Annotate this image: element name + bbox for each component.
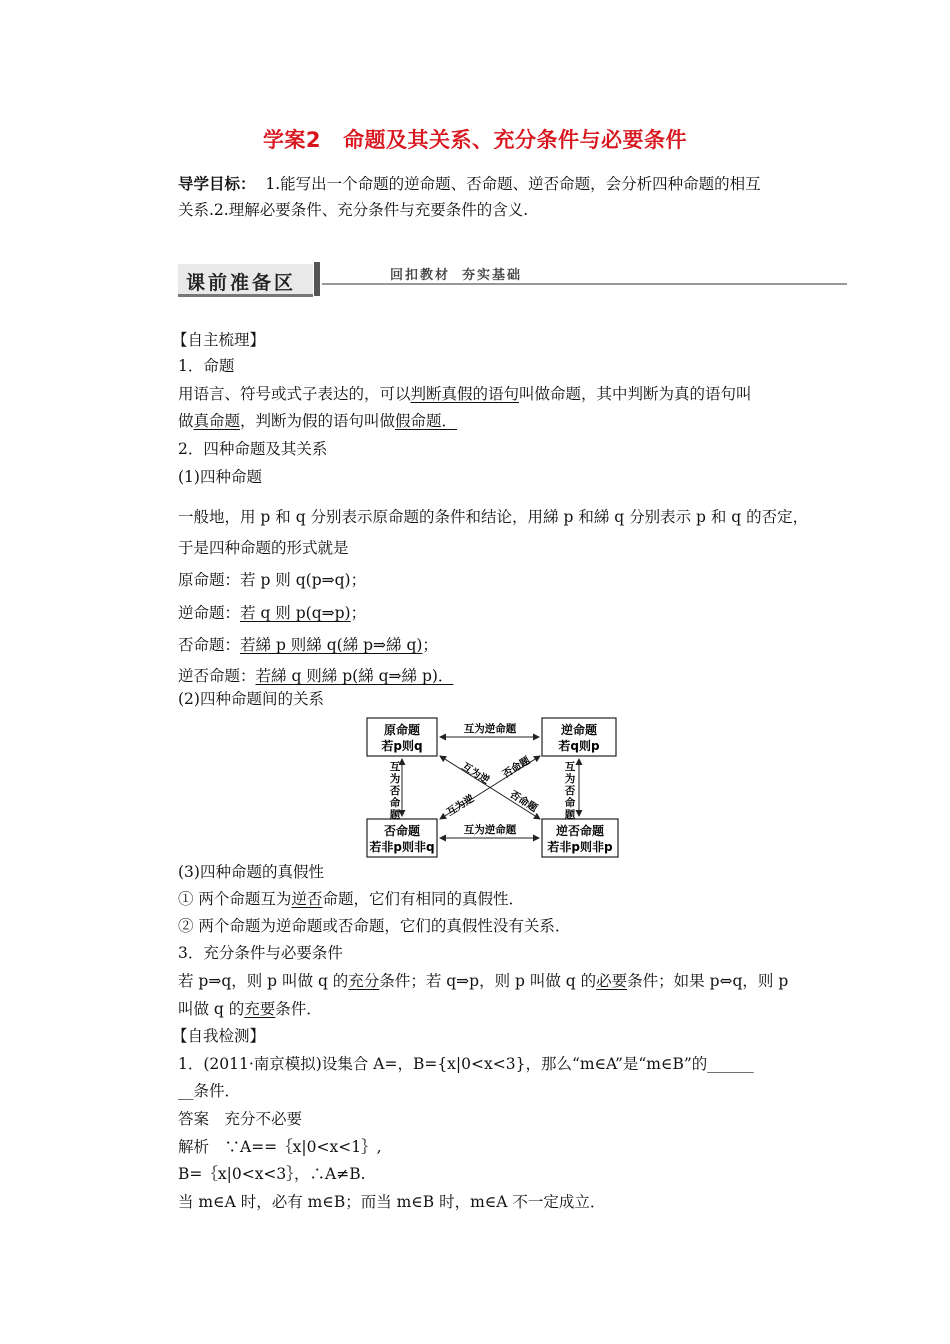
edge-label-top: 互为逆命题 — [463, 723, 517, 735]
box-converse-form: 若q则p — [558, 739, 600, 753]
svg-text:否: 否 — [564, 785, 576, 797]
banner-title: 课前准备区 — [186, 272, 297, 294]
contrapositive-proposition: 逆否命题：若綈 q 则綈 p(綈 q⇒綈 p)． — [178, 667, 454, 685]
banner-subtitle: 回扣教材 夯实基础 — [390, 268, 523, 283]
edge-label-diag-b1: 互为逆 — [445, 793, 477, 819]
svg-text:命: 命 — [564, 797, 576, 809]
section2-line-1: 一般地，用 p 和 q 分别表示原命题的条件和结论，用綈 p 和綈 q 分别表示 p 和 q 的否定， — [178, 508, 809, 526]
question1-solution-3: 当 m∈A 时，必有 m∈B；而当 m∈B 时，m∈A 不一定成立． — [178, 1193, 606, 1211]
svg-text:否: 否 — [389, 785, 401, 797]
self-check-heading: 【自我检测】 — [172, 1027, 266, 1045]
svg-text:互: 互 — [389, 761, 401, 773]
question1-answer: 答案 充分不必要 — [178, 1110, 303, 1128]
edge-label-right — [565, 760, 576, 821]
review-heading: 【自主梳理】 — [172, 331, 266, 349]
truth-rule-1: ① 两个命题互为逆否命题，它们有相同的真假性． — [178, 890, 524, 908]
section1-line-2: 做真命题，判断为假的语句叫做假命题． — [178, 412, 458, 430]
svg-text:互: 互 — [564, 761, 576, 773]
edge-label-diag-b2: 否命题 — [507, 789, 539, 815]
inverse-proposition: 否命题：若綈 p 则綈 q(綈 p⇒綈 q)； — [178, 636, 438, 654]
question1-line-1: 1．(2011·南京模拟)设集合 A=，B={x|0<x<3}，那么“m∈A”是“m∈B”的______ — [178, 1055, 754, 1073]
goal-label: 导学目标： — [178, 175, 256, 193]
svg-text:为: 为 — [389, 773, 401, 785]
question1-solution-1: 解析 ∵A==｛x|0<x<1｝, — [178, 1138, 382, 1156]
banner-divider — [314, 262, 320, 296]
converse-proposition: 逆命题：若 q 则 p(q⇒p)； — [178, 604, 367, 622]
box-original-title: 原命题 — [383, 723, 421, 737]
section1-heading: 1．命题 — [178, 357, 235, 375]
question1-line-2: __条件． — [178, 1082, 241, 1100]
section3-sub3: (3)四种命题的真假性 — [178, 863, 324, 881]
box-converse-title: 逆命题 — [560, 723, 598, 737]
goal-line-1: 导学目标： 1.能写出一个命题的逆命题、否命题、逆否命题，会分析四种命题的相互 — [178, 175, 761, 193]
edge-label-diag-a2: 否命题 — [501, 755, 533, 781]
svg-text:题: 题 — [564, 809, 576, 821]
svg-text:命: 命 — [389, 797, 401, 809]
section2-sub1: (1)四种命题 — [178, 468, 262, 486]
edge-label-diag-a1: 互为逆 — [459, 761, 491, 787]
original-proposition: 原命题：若 p 则 q(p⇒q)； — [178, 571, 367, 589]
page-title — [0, 124, 950, 154]
section2-heading: 2．四种命题及其关系 — [178, 440, 328, 458]
section1-line-1: 用语言、符号或式子表达的，可以判断真假的语句叫做命题，其中判断为真的语句叫 — [178, 385, 752, 403]
section4-line-1: 若 p⇒q，则 p 叫做 q 的充分条件；若 q⇒p，则 p 叫做 q 的必要条件；如果 p⇔q，则 p — [178, 972, 789, 990]
box-inverse-form: 若非p则非q — [369, 840, 435, 854]
box-inverse-title: 否命题 — [383, 824, 421, 838]
goal-line-2: 关系.2.理解必要条件、充分条件与充要条件的含义. — [178, 201, 529, 219]
box-contrapositive-title: 逆否命题 — [555, 824, 605, 838]
title-part2: 命题及其关系、充分条件与必要条件 — [343, 128, 688, 152]
title-part1: 学案2 — [262, 128, 322, 152]
box-contrapositive-form: 若非p则非p — [547, 840, 613, 854]
box-original-form: 若p则q — [381, 739, 423, 753]
section4-heading: 3．充分条件与必要条件 — [178, 944, 343, 962]
banner-rule — [322, 283, 847, 285]
question1-solution-2: B=｛x|0<x<3｝，∴A≠B. — [178, 1165, 366, 1183]
proposition-relationship-diagram — [362, 712, 622, 860]
truth-rule-2: ② 两个命题为逆命题或否命题，它们的真假性没有关系． — [178, 917, 571, 935]
section4-line-2: 叫做 q 的充要条件． — [178, 1000, 322, 1018]
section2-sub2: (2)四种命题间的关系 — [178, 690, 324, 708]
svg-text:题: 题 — [389, 809, 401, 821]
edge-label-bottom: 互为逆命题 — [463, 824, 517, 836]
svg-text:为: 为 — [564, 773, 576, 785]
edge-label-left — [390, 760, 401, 821]
section2-line-2: 于是四种命题的形式就是 — [178, 539, 349, 557]
